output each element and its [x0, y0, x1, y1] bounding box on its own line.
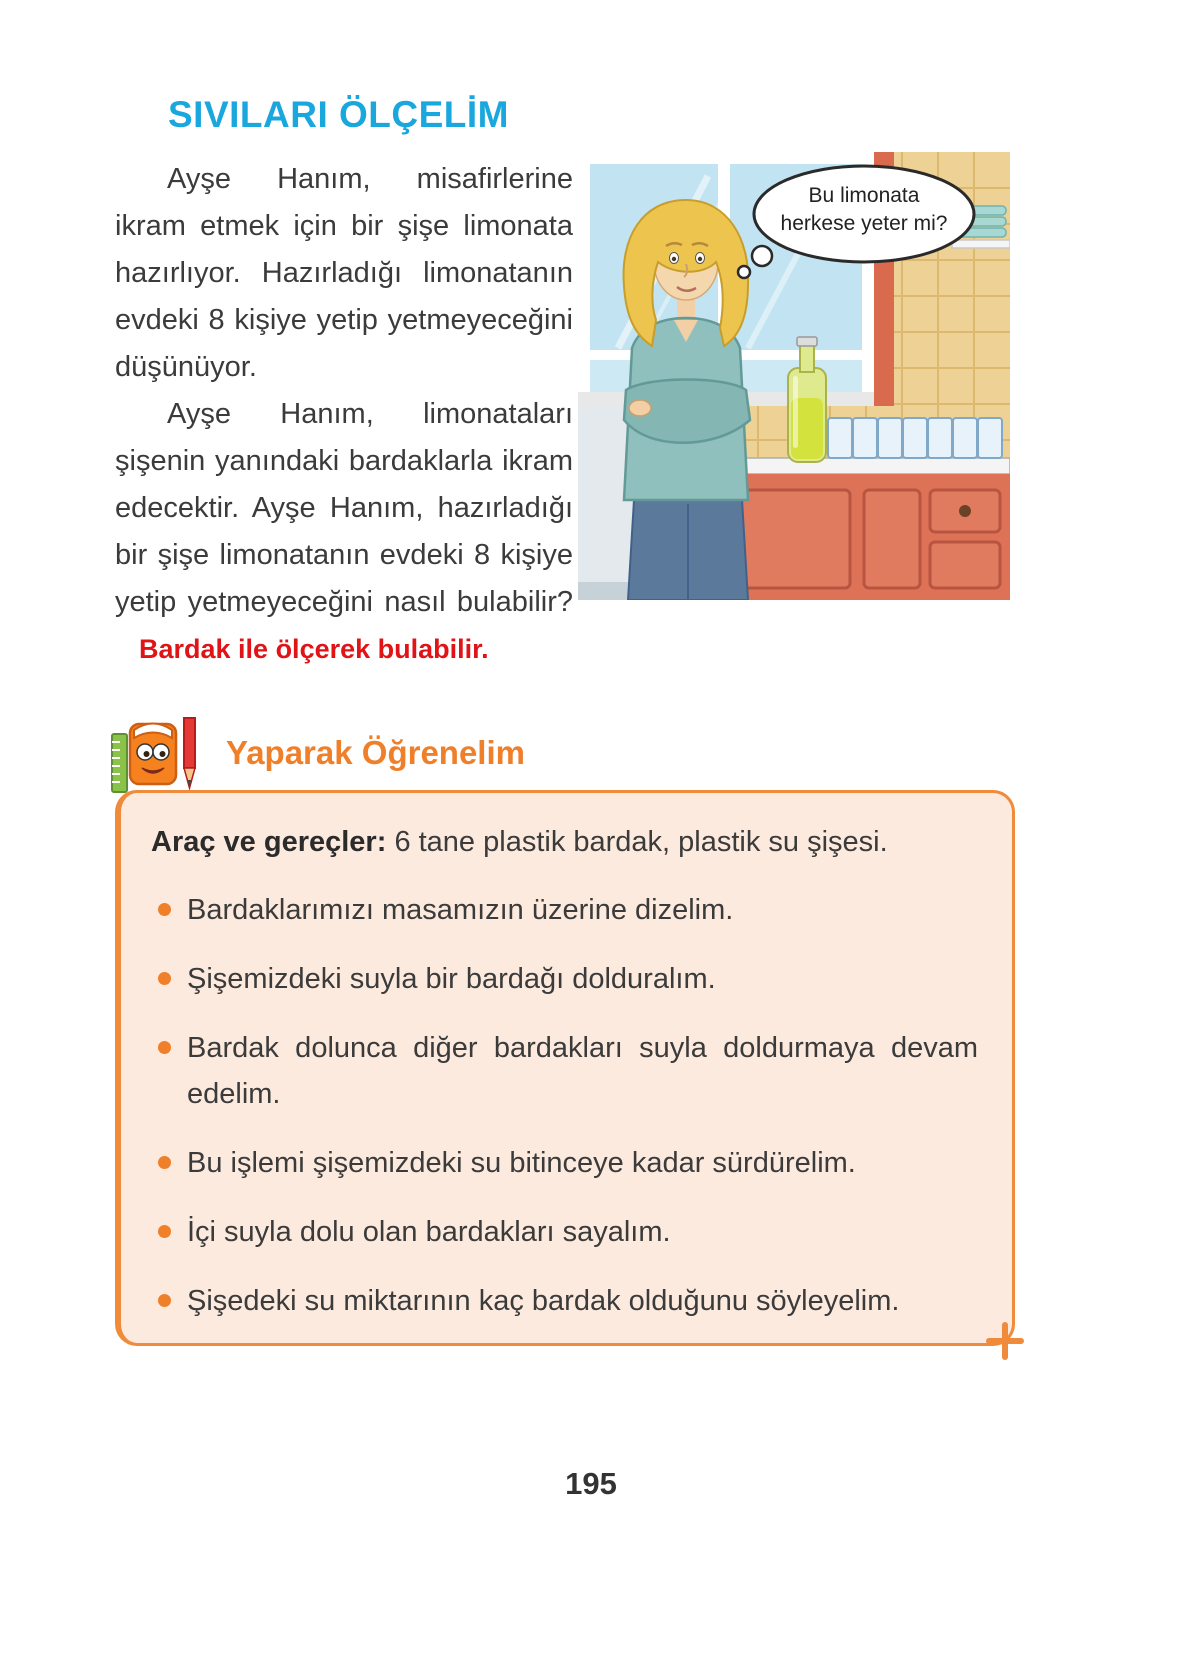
- activity-step: Bardaklarımızı masamızın üzerine dizelim.: [151, 887, 978, 933]
- book-icon: [130, 724, 176, 785]
- intro-paragraph-2: [115, 391, 573, 673]
- intro-paragraph-2-text: Ayşe Hanım, limonataları şişenin yanındaki bardaklarla ikram edecektir. Ayşe Hanım, hazırladığı bir şişe limonatanın evdeki 8 kişiye yetip yetmeyeceğini nasıl bulabilir?: [115, 398, 573, 618]
- activity-steps-list: [151, 887, 978, 1324]
- bubble-line-2: herkese yeter mi?: [780, 212, 948, 235]
- thought-bubble-text: [762, 182, 966, 238]
- activity-step: Şişemizdeki suyla bir bardağı dolduralım.: [151, 956, 978, 1002]
- ruler-icon: [112, 734, 127, 792]
- bubble-line-1: Bu limonata: [808, 184, 920, 207]
- activity-box: [115, 790, 1015, 1346]
- materials-label: Araç ve gereçler:: [151, 826, 387, 858]
- pencil-icon: [184, 718, 195, 788]
- activity-step: Bu işlemi şişemizdeki su bitinceye kadar sürdürelim.: [151, 1140, 978, 1186]
- activity-step: İçi suyla dolu olan bardakları sayalım.: [151, 1209, 978, 1255]
- materials-text: 6 tane plastik bardak, plastik su şişesi.: [394, 826, 888, 858]
- intro-text: [115, 156, 573, 673]
- glasses-row: [828, 418, 1002, 458]
- drawer-handle: [959, 505, 971, 517]
- book-ruler-pencil-icon: [108, 712, 212, 794]
- intro-paragraph-1: Ayşe Hanım, misafirlerine ikram etmek için bir şişe limonata hazırlıyor. Hazırladığı limonatanın evdeki 8 kişiye yetip yetmeyeceğini düşünüyor.: [115, 163, 573, 383]
- page-number: 195: [565, 1466, 617, 1501]
- box-corner-plus-mark: [986, 1322, 1024, 1360]
- page-title: SIVILARI ÖLÇELİM: [168, 94, 509, 135]
- activity-step: Şişedeki su miktarının kaç bardak olduğunu söyleyelim.: [151, 1278, 978, 1324]
- kitchen-illustration: [578, 152, 1010, 600]
- counter-cabinets: [718, 458, 1010, 600]
- activity-section-header: [108, 712, 525, 794]
- activity-step: Bardak dolunca diğer bardakları suyla doldurmaya devam edelim.: [151, 1025, 978, 1117]
- activity-header-label: Yaparak Öğrenelim: [226, 734, 525, 771]
- materials-line: [151, 819, 978, 865]
- handwritten-answer: Bardak ile ölçerek bulabilir.: [139, 634, 489, 664]
- woman: [624, 200, 750, 600]
